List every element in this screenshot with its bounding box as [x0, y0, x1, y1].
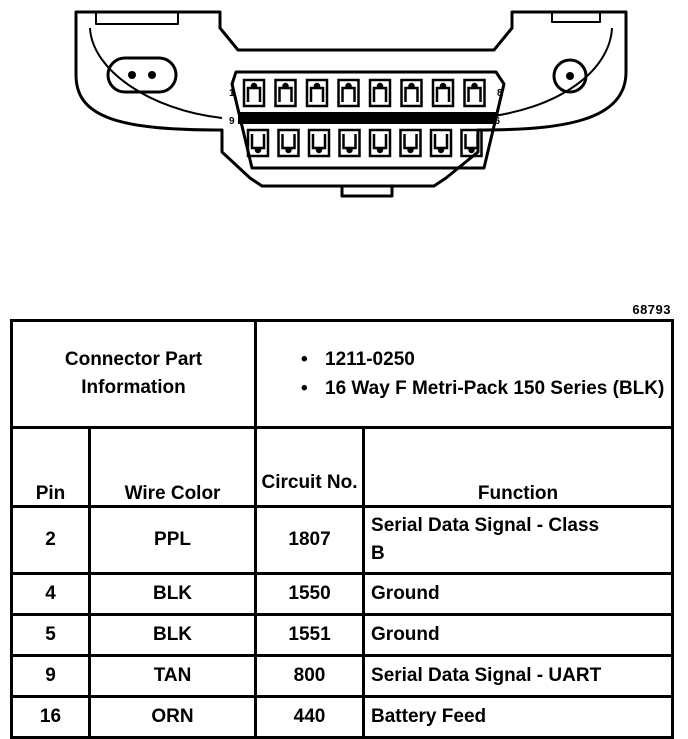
table-row	[12, 507, 673, 574]
col-header-pin: Pin	[12, 428, 90, 507]
wire-color-cell: BLK	[90, 615, 256, 656]
table-row	[12, 574, 673, 615]
pin-cell: 2	[12, 507, 90, 574]
table-row	[12, 615, 673, 656]
part-number: • 1211-0250	[301, 346, 671, 373]
left-mounting-boss	[108, 58, 176, 92]
terminal-cavity-3	[307, 80, 327, 106]
part-description: • 16 Way F Metri-Pack 150 Series (BLK)	[301, 375, 671, 402]
wire-color-cell: PPL	[90, 507, 256, 574]
pin-label-8: 8	[497, 88, 503, 99]
function-cell: Ground	[364, 574, 673, 615]
terminal-cavity-2	[276, 80, 296, 106]
circuit-cell: 1551	[256, 615, 364, 656]
circuit-cell: 800	[256, 656, 364, 697]
connector-diagram	[0, 0, 688, 300]
pin-label-16: 16	[489, 116, 501, 127]
circuit-cell: 1807	[256, 507, 364, 574]
table-row	[12, 656, 673, 697]
terminal-cavity-9	[248, 130, 268, 156]
terminal-cavity-1	[244, 80, 264, 106]
terminal-cavity-7	[433, 80, 453, 106]
function-cell: Serial Data Signal - UART	[364, 656, 673, 697]
col-header-circuit: Circuit No.	[256, 428, 364, 507]
pin-cell: 9	[12, 656, 90, 697]
terminal-cavity-8	[465, 80, 485, 106]
terminal-cavity-15	[431, 130, 451, 156]
function-cell: Serial Data Signal - Class B	[364, 507, 673, 574]
pin-label-1: 1	[229, 88, 235, 99]
terminal-cavity-12	[340, 130, 360, 156]
wire-color-cell: BLK	[90, 574, 256, 615]
function-cell: Battery Feed	[364, 697, 673, 738]
terminal-cavity-13	[370, 130, 390, 156]
terminal-cavity-4	[339, 80, 359, 106]
terminal-cavity-11	[309, 130, 329, 156]
pin-label-9: 9	[229, 116, 235, 127]
wire-color-cell: ORN	[90, 697, 256, 738]
connector-pin-table	[10, 319, 674, 739]
terminal-cavity-10	[279, 130, 299, 156]
terminal-cavity-14	[401, 130, 421, 156]
circuit-cell: 1550	[256, 574, 364, 615]
col-header-wire-color: Wire Color	[90, 428, 256, 507]
terminal-cavity-5	[370, 80, 390, 106]
part-info-list	[256, 321, 673, 428]
terminal-cavity-6	[402, 80, 422, 106]
part-info-header: Connector Part Information	[12, 321, 256, 428]
connector-housing	[76, 12, 626, 186]
pin-cell: 5	[12, 615, 90, 656]
table-row	[12, 697, 673, 738]
pin-cell: 16	[12, 697, 90, 738]
pin-cell: 4	[12, 574, 90, 615]
function-cell: Ground	[364, 615, 673, 656]
figure-id: 68793	[632, 302, 671, 317]
col-header-function: Function	[364, 428, 673, 507]
wire-color-cell: TAN	[90, 656, 256, 697]
circuit-cell: 440	[256, 697, 364, 738]
